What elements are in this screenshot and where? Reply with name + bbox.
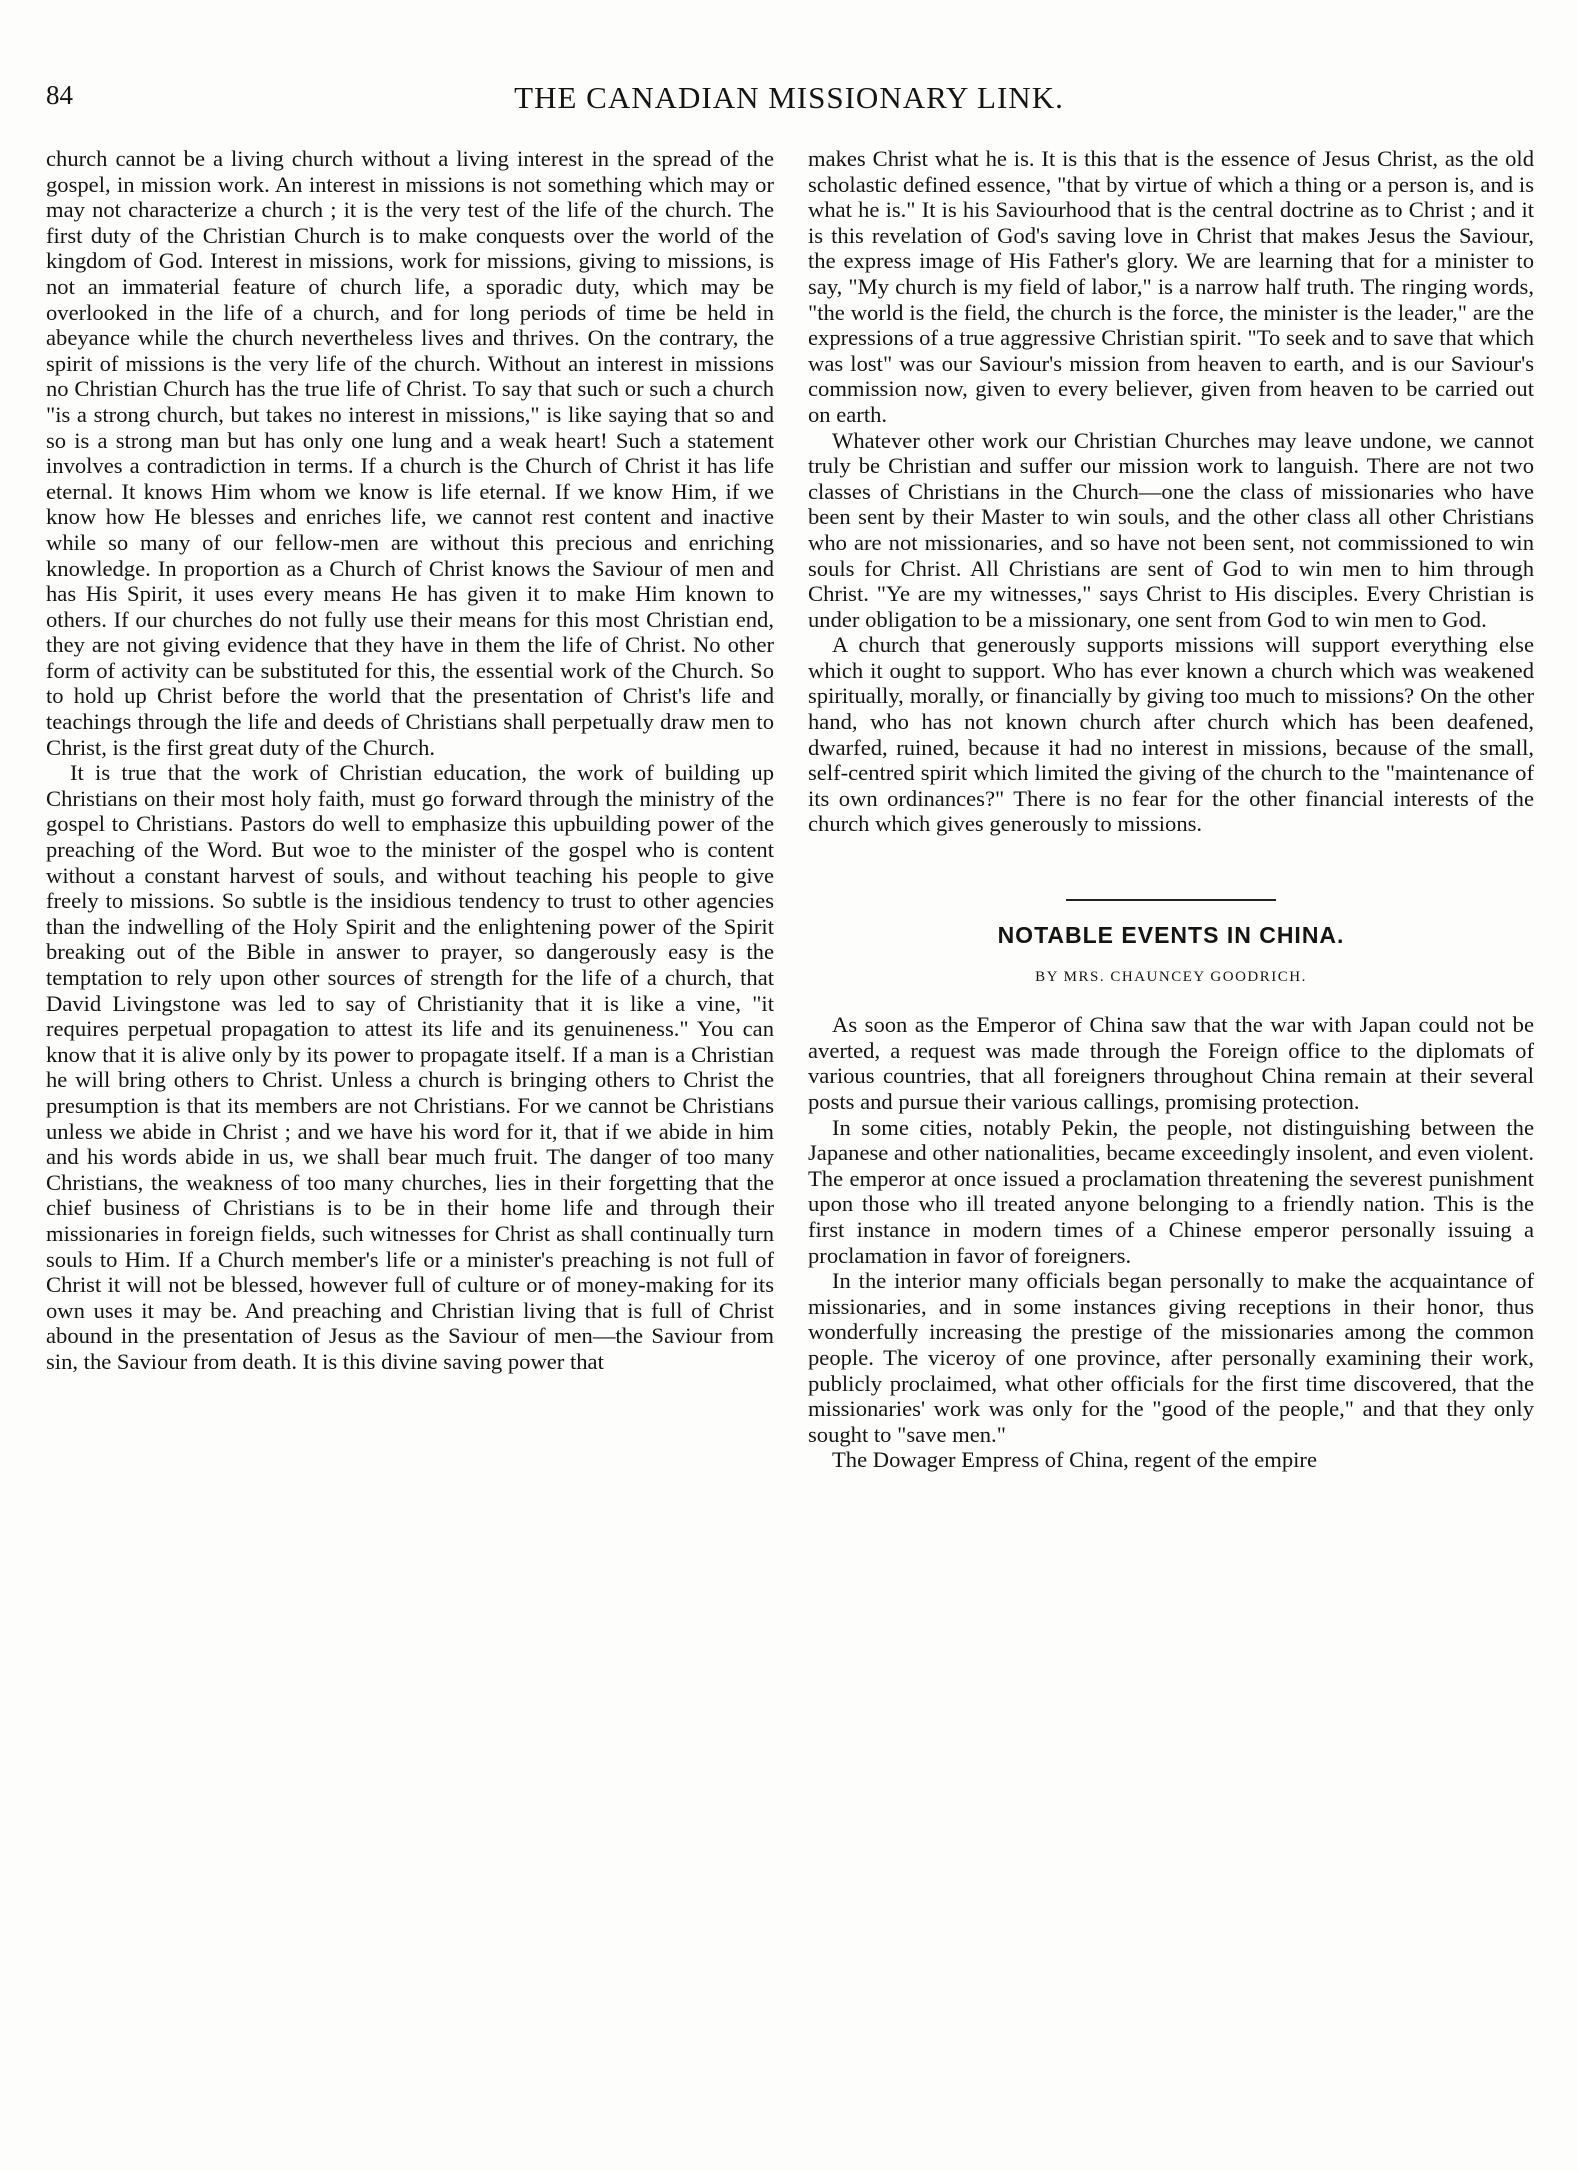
paragraph: church cannot be a living church without a living interest in the spread of the gospel, in mission work. An interest in missions is not something which may or may not characterize a church ; it is the very test of the life of the church. The first duty of the Christian Church is to make conquests over the world of the kingdom of God. Interest in missions, work for missions, giving to missions, is not an immaterial feature of church life, a sporadic duty, which may be overlooked in the life of a church, and for long periods of time be held in abeyance while the church nevertheless lives and thrives. On the contrary, the spirit of missions is the very life of the church. Without an interest in missions no Christian Church has the true life of Christ. To say that such or such a church "is a strong church, but takes no interest in missions," is like saying that so and so is a strong man but has only one lung and a weak heart! Such a statement involves a contradiction in terms. If a church is the Church of Christ it has life eternal. It knows Him whom we know is life eternal. If we know Him, if we know how He blesses and enriches life, we cannot rest content and inactive while so many of our fellow-men are without this precious and enriching knowledge. In proportion as a Church of Christ knows the Saviour of men and has His Spirit, it uses every means He has given it to make Him known to others. If our churches do not fully use their means for this most Christian end, they are not giving evidence that they have in them the life of Christ. No other form of activity can be substituted for this, the essential work of the Church. So to hold up Christ before the world that the presentation of Christ's life and teachings through the life and deeds of Christians shall perpetually draw men to Christ, is the first great duty of the Church. xyxy=(46,146,774,760)
paragraph: It is true that the work of Christian education, the work of building up Christians on their most holy faith, must go forward through the ministry of the gospel to Christians. Pastors do well to emphasize this upbuilding power of the preaching of the Word. But woe to the minister of the gospel who is content without a constant harvest of souls, and without teaching his people to give freely to missions. So subtle is the insidious tendency to trust to other agencies than the indwelling of the Holy Spirit and the enlightening power of the Spirit breaking out of the Bible in answer to prayer, so dangerously easy is the temptation to rely upon other sources of strength for the life of a church, that David Livingstone was led to say of Christianity that it is like a vine, "it requires perpetual propagation to attest its life and its genuineness." You can know that it is alive only by its power to propagate itself. If a man is a Christian he will bring others to Christ. Unless a church is bringing others to Christ the presumption is that its members are not Christians. For we cannot be Christians unless we abide in Christ ; and we have his word for it, that if we abide in him and his words abide in us, we shall bear much fruit. The danger of too many Christians, the weakness of too many churches, lies in their forgetting that the chief business of Christians is to be in their home life and through their missionaries in foreign fields, such witnesses for Christ as shall continually turn souls to Him. If a Church member's life or a minister's preaching is not full of Christ it will not be blessed, however full of culture or of money-making for its own uses it may be. And preaching and Christian living that is full of Christ abound in the presentation of Jesus as the Saviour of men—the Saviour from sin, the Saviour from death. It is this divine saving power that xyxy=(46,760,774,1374)
paragraph: Whatever other work our Christian Churches may leave undone, we cannot truly be Christian and suffer our mission work to languish. There are not two classes of Christians in the Church—one the class of missionaries who have been sent by their Master to win souls, and the other class all other Christians who are not missionaries, and so have not been sent, not commissioned to win souls for Christ. All Christians are sent of God to win men to him through Christ. "Ye are my witnesses," says Christ to His disciples. Every Christian is under obligation to be a missionary, one sent from God to win men to God. xyxy=(808,427,1534,632)
paragraph: A church that generously supports missions will support everything else which it ought to support. Who has ever known a church which was weakened spiritually, morally, or financially by giving too much to missions? On the other hand, who has not known church after church which has been deafened, dwarfed, ruined, because it had no interest in missions, because of the small, self-centred spirit which limited the giving of the church to the "maintenance of its own ordinances?" There is no fear for the other financial interests of the church which gives generously to missions. xyxy=(808,632,1534,837)
paragraph: The Dowager Empress of China, regent of the empire xyxy=(832,1447,1317,1473)
right-column xyxy=(808,146,1534,1473)
page-number: 84 xyxy=(46,80,73,110)
paragraph: As soon as the Emperor of China saw that the war with Japan could not be averted, a request was made through the Foreign office to the diplomats of various countries, that all foreigners throughout China remain at their several posts and pursue their various callings, promising protection. xyxy=(808,1012,1534,1114)
masthead-title: THE CANADIAN MISSIONARY LINK. xyxy=(514,80,1064,115)
paragraph: In some cities, notably Pekin, the people, not distinguishing between the Japanese and other nationalities, became exceedingly insolent, and even violent. The emperor at once issued a proclamation threatening the severest punishment upon those who ill treated anyone belonging to a friendly nation. This is the first instance in modern times of a Chinese emperor personally issuing a proclamation in favor of foreigners. xyxy=(808,1114,1534,1268)
paragraph: makes Christ what he is. It is this that is the essence of Jesus Christ, as the old scholastic defined essence, "that by virtue of which a thing or a person is, and is what he is." It is his Saviourhood that is the central doctrine as to Christ ; and it is this revelation of God's saving love in Christ that makes Jesus the Saviour, the express image of His Father's glory. We are learning that for a minister to say, "My church is my field of labor," is a narrow half truth. The ringing words, "the world is the field, the church is the force, the minister is the leader," are the expressions of a true aggressive Christian spirit. "To seek and to save that which was lost" was our Saviour's mission from heaven to earth, and is our Saviour's commission now, given to every believer, given from heaven to be carried out on earth. xyxy=(808,146,1534,427)
paragraph: In the interior many officials began personally to make the acquaintance of missionaries, and in some instances giving receptions in their honor, thus wonderfully increasing the prestige of the missionaries among the common people. The viceroy of one province, after personally examining their work, publicly proclaimed, what other officials for the first time discovered, that the missionaries' work was only for the "good of the people," and that they only sought to "save men." xyxy=(808,1268,1534,1447)
article-byline: BY MRS. CHAUNCEY GOODRICH. xyxy=(1035,968,1307,985)
article-title: NOTABLE EVENTS IN CHINA. xyxy=(997,922,1345,949)
page-header xyxy=(46,80,1532,128)
section-divider xyxy=(1066,899,1276,901)
left-column xyxy=(46,146,774,1375)
